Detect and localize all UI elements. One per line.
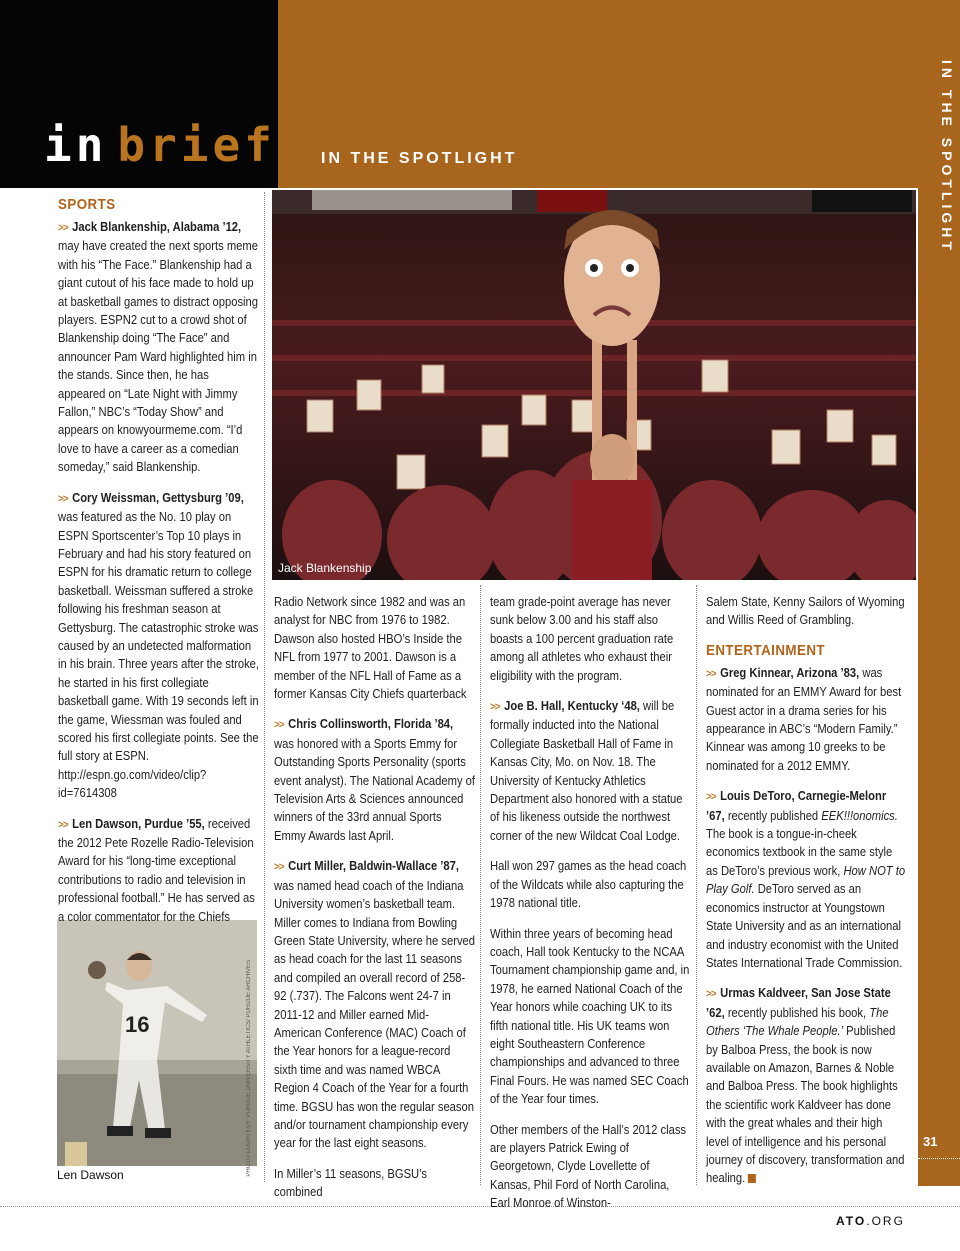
item-weissman: >> Cory Weissman, Gettysburg ’09, was featured as the No. 10 play on ESPN Sportscenter’s Top 10 plays in February and had his story featured on ESPN for his dramatic return to college basketball. Weissman suffered a stroke following his freshman season at Gettysburg. The catastrophic stroke was caused by an undetected malformation in his brain. Three years after the stroke, he started in his first collegiate basketball game. With 19 seconds left in the game, Wiessman was fouled and scored his first collegiate points. See the full story at ESPN. http://espn.go.com/video/clip?id=7614308	[58, 490, 260, 801]
item-dawson-cont: Radio Network since 1982 and was an analyst for NBC from 1976 to 1982. Dawson also hosted HBO’s Inside the NFL from 1977 to 2001. Dawson is a member of the NFL Hall of Fame as a former Kansas City Chiefs quarterback	[274, 595, 467, 702]
item-hall-end: Salem State, Kenny Sailors of Wyoming and Willis Reed of Grambling.	[706, 595, 905, 628]
footer-site: ATO.ORG	[836, 1214, 905, 1228]
item-miller-cont: In Miller’s 11 seasons, BGSU’s combined	[274, 1166, 428, 1200]
item-hall: >> Joe B. Hall, Kentucky ‘48, will be formally inducted into the National Collegiate Basketball Hall of Fame in Kansas City, Mo. on Nov. 18. The University of Kentucky Athletics Department also honored with a statue of his likeness outside the northwest corner of the new Wildcat Coal Lodge.	[490, 699, 683, 843]
heading-entertainment: ENTERTAINMENT	[706, 641, 826, 659]
arrow-icon: >>	[274, 719, 284, 732]
dawson-illustration	[57, 920, 257, 1166]
item-collinsworth: >> Chris Collinsworth, Florida ’84, was honored with a Sports Emmy for Outstanding Sports Personality (sports event analyst). The National Academy of Television Arts & Sciences announced winners of the 33rd annual Sports Emmy Awards last April.	[274, 717, 476, 843]
main-photo	[272, 190, 916, 580]
column-divider	[264, 192, 265, 1182]
photo-credit: PHOTO COURTESY: PURDUE UNIVERSITY ATHLETICS/ PURDUE ARCHIVES	[246, 960, 252, 1177]
end-mark-icon	[748, 1174, 756, 1183]
item-hall-2: Hall won 297 games as the head coach of the Wildcats while also capturing the 1978 national title.	[490, 859, 687, 911]
svg-text:16: 16	[125, 1012, 150, 1037]
item-hall-4: Other members of the Hall’s 2012 class are players Patrick Ewing of Georgetown, Clyde Lovellette of Kansas, Phil Ford of North Carolina, Earl Monroe of Winston-	[490, 1122, 687, 1211]
item-dawson: >> Len Dawson, Purdue ’55, received the 2012 Pete Rozelle Radio-Television Award for his “long-time exceptional contributions to radio and television in professional football.” He has served as a color commentator for the Chiefs	[58, 816, 255, 924]
arrow-icon: >>	[58, 492, 68, 505]
section-title: IN THE SPOTLIGHT	[321, 150, 518, 167]
page-number: 31	[923, 1134, 938, 1149]
section-logo	[44, 118, 276, 172]
column-2	[274, 593, 475, 1214]
item-hall-3: Within three years of becoming head coach, Hall took Kentucky to the NCAA Tournament championship game and, in 1978, he earned National Coach of the Year honors while coaching UK to its fifth national title. His UK teams won eight Southeastern Conference championships and advanced to three Final Fours. He was named SEC Coach of the Year four times.	[490, 926, 690, 1107]
crowd-illustration	[272, 190, 916, 580]
item-blankenship: >> Jack Blankenship, Alabama ’12, may have created the next sports meme with his “The Face.” Blankenship had a giant cutout of his face made to hold up at basketball games to distract opposing players. ESPN2 cut to a crowd shot of Blankenship doing “The Face” and announcer Pam Ward highlighted him in the stands. Since then, he has appeared on “Late Night with Jimmy Fallon,” NBC’s “Today Show” and appears on knowyourmeme.com. “I’d love to have a career as a comedian someday,” said Blankenship.	[58, 220, 259, 475]
arrow-icon: >>	[706, 667, 716, 680]
arrow-icon: >>	[706, 791, 716, 804]
arrow-icon: >>	[274, 861, 284, 874]
column-1	[58, 196, 259, 938]
logo-word-brief: brief	[117, 118, 276, 172]
heading-sports: SPORTS	[58, 196, 116, 213]
item-miller: >> Curt Miller, Baldwin-Wallace ’87, was named head coach of the Indiana University women’s basketball team. Miller comes to Indiana from Bowling Green State University, where he served as head coach for the last 11 seasons and compiled an overall record of 258-92 (.737). The Falcons went 24-7 in 2011-12 and Miller earned Mid-American Conference (MAC) Coach of the Year honors for a league-record sixth time and was named WBCA Region 4 Coach of the Year for a fourth time. BGSU has won the regular season and/or tournament championship every year for the last eight seasons.	[274, 859, 476, 1151]
column-divider	[696, 585, 697, 1185]
column-3	[490, 593, 691, 1225]
column-divider	[480, 585, 481, 1185]
footer-rule	[0, 1206, 960, 1207]
arrow-icon: >>	[706, 988, 716, 1001]
item-kaldveer: >> Urmas Kaldveer, San Jose State ’62, recently published his book, The Others ‘The Whale People.’ Published by Balboa Press, the book is now available on Amazon, Barnes & Noble and Balboa Press. The book highlights the scientific work Kaldveer has done with the great whales and their high level of intelligence and his personal journey of discovery, transformation and healing.	[706, 986, 905, 1186]
main-photo-caption: Jack Blankenship	[278, 561, 372, 575]
arrow-icon: >>	[58, 222, 68, 234]
column-4	[706, 593, 907, 1200]
side-label: IN THE SPOTLIGHT	[939, 60, 955, 254]
arrow-icon: >>	[58, 818, 68, 831]
item-detoro: >> Louis DeToro, Carnegie-Melonr ’67, recently published EEK!!!onomics. The book is a tongue-in-cheek economics textbook in the same style as DeToro’s previous work, How NOT to Play Golf. DeToro served as an economics instructor at Youngstown State University and as an international and industry economist with the United States International Trade Commission.	[706, 789, 906, 970]
arrow-icon: >>	[490, 701, 500, 714]
item-kinnear: >> Greg Kinnear, Arizona ’83, was nominated for an EMMY Award for best Guest actor in a drama series for his appearance in ABC’s “Modern Family.” Kinnear was among 10 greeks to be nominated for a 2012 EMMY.	[706, 665, 902, 773]
dawson-photo-caption: Len Dawson	[57, 1168, 124, 1182]
logo-word-in: in	[44, 118, 108, 172]
dawson-photo	[57, 920, 257, 1166]
item-miller-end: team grade-point average has never sunk below 3.00 and his staff also boasts a 100 percent graduation rate among all athletes who exhaust their eligibility with the program.	[490, 595, 674, 683]
page-number-rule	[918, 1158, 960, 1159]
